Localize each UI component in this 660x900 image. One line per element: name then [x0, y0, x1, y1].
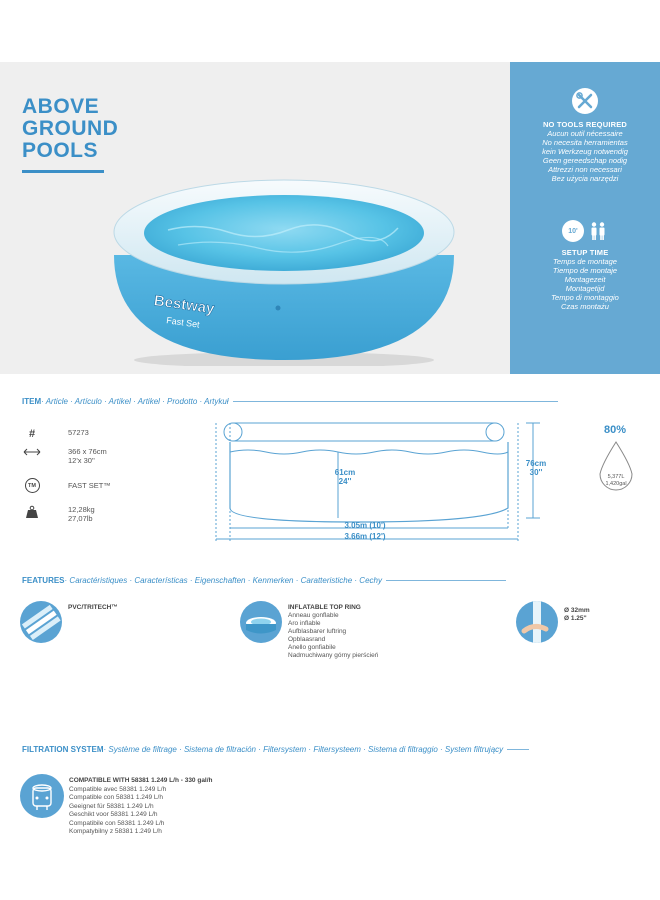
setup-icons [510, 220, 660, 242]
inner-diameter-label: 3.05m (10') [344, 521, 386, 530]
fill-percent: 80% [604, 424, 627, 436]
setup-time-line: Czas montażu [561, 302, 609, 311]
filtration-text [69, 777, 213, 837]
pool-illustration [108, 170, 460, 366]
pipe-imperial: Ø 1.25'' [564, 615, 587, 622]
pool-sublogo-text: Fast Set [165, 315, 201, 330]
ring-line: Anneau gonflable [288, 612, 339, 619]
filtration-line: Compatibile con 58381 1.249 L/h [69, 819, 165, 827]
capacity-gallons: 1,420gal [605, 481, 627, 487]
hero-title-line-2: GROUND [22, 117, 119, 140]
setup-time-line: Temps de montage [553, 257, 617, 266]
filtration-line: Kompatybilny z 58381 1.249 L/h [69, 828, 162, 835]
filtration-line: Compatible avec 58381 1.249 L/h [69, 785, 167, 793]
ring-line: Aufblasbarer luftring [288, 628, 347, 635]
filtration-header-lead: FILTRATION SYSTEM [22, 745, 104, 754]
pipe-metric: Ø 32mm [564, 607, 590, 614]
inflatable-ring-icon [240, 601, 282, 643]
setup-time-block [510, 220, 660, 311]
spec-size [22, 447, 107, 465]
filtration-section-header [22, 745, 529, 754]
features-section-header [22, 576, 506, 585]
size-imperial: 12'x 30'' [68, 456, 95, 465]
trademark-icon: TM [22, 478, 42, 493]
spec-item-number [22, 428, 89, 440]
ring-line: Opblaasrand [288, 636, 326, 643]
filtration-header-divider [507, 749, 529, 750]
ring-line: Nadmuchiwany górny pierścień [288, 652, 379, 659]
item-header-rest: · Article · Artículo · Artikel · Artikel · Prodotto · Artykuł [41, 397, 229, 406]
no-tools-line: Bez użycia narzędzi [551, 174, 619, 183]
pvc-title: PVC/TRITECH™ [68, 604, 118, 611]
wrench-screwdriver-crossed-icon [572, 88, 598, 114]
title-underline [22, 170, 104, 173]
no-tools-title: NO TOOLS REQUIRED [542, 120, 628, 129]
hash-icon: # [28, 428, 36, 440]
item-header-lead: ITEM [22, 397, 42, 406]
ring-line: Aro inflable [288, 620, 321, 627]
setup-time-line: Montagezeit [564, 275, 606, 284]
hero-info-panel [510, 62, 660, 374]
item-header-divider [233, 401, 558, 402]
filtration-header-rest: · Système de filtrage · Sistema de filtración · Filtersystem · Filtersysteem · Sistema di filtraggio · System filtrujący [103, 745, 504, 754]
no-tools-block [510, 88, 660, 183]
hero-banner [0, 62, 660, 374]
features-header-rest: · Caractéristiques · Características · Eigenschaften · Kenmerken · Caratteristiche · Cechy [64, 576, 382, 585]
weight-kg: 12,28kg [68, 505, 95, 514]
item-number: 57273 [68, 428, 89, 437]
filtration-line: Compatible con 58381 1.249 L/h [69, 794, 163, 801]
double-arrow-icon [22, 447, 42, 460]
weight-lb: 27,07lb [68, 514, 93, 523]
no-tools-line: No necesita herramientas [542, 138, 628, 147]
pvc-layers-icon [20, 601, 62, 643]
weight-icon [22, 505, 42, 522]
no-tools-line: Aucun outil nécessaire [547, 129, 623, 138]
spec-weight [22, 505, 95, 523]
water-depth-label: 61cm 24'' [334, 468, 356, 486]
ring-title: INFLATABLE TOP RING [288, 604, 361, 611]
hero-title-line-3: POOLS [22, 139, 99, 162]
capacity-liters: 5,377L [607, 474, 625, 480]
height-label: 76cm 30'' [525, 459, 547, 477]
filtration-title: COMPATIBLE WITH 58381 1.249 L/h - 330 gal/h [69, 777, 213, 784]
pipe-feature-text [564, 607, 590, 623]
filtration-line: Geschikt voor 58381 1.249 L/h [69, 811, 158, 818]
setup-time-title: SETUP TIME [561, 248, 609, 257]
filter-pump-icon [20, 774, 64, 818]
setup-time-line: Tiempo de montaje [552, 266, 618, 275]
hero-image-area [0, 62, 510, 374]
ring-line: Anello gonfiabile [288, 644, 336, 651]
item-section-header [22, 397, 558, 406]
hero-title-line-1: ABOVE [22, 95, 100, 118]
setup-time-line: Tempo di montaggio [551, 293, 619, 302]
pool-logo-text: Bestway [152, 292, 216, 318]
features-header-lead: FEATURES [22, 576, 65, 585]
two-people-icon [588, 221, 608, 241]
outer-diameter-label: 3.66m (12') [344, 532, 386, 541]
ring-feature-text [288, 604, 378, 660]
pipe-diameter-icon [516, 601, 558, 643]
size-metric: 366 x 76cm [68, 447, 107, 456]
no-tools-line: Attrezzi non necessari [548, 165, 622, 174]
spec-brand [22, 478, 111, 493]
features-header-divider [386, 580, 506, 581]
setup-time-line: Montagetijd [565, 284, 605, 293]
brand-name: FAST SET™ [68, 481, 111, 490]
hero-title [22, 96, 118, 162]
pvc-feature-text [68, 604, 118, 612]
no-tools-line: Geen gereedschap nodig [542, 156, 628, 165]
filtration-line: Geeignet für 58381 1.249 L/h [69, 802, 154, 810]
stopwatch-icon: 10' [562, 220, 584, 242]
no-tools-line: kein Werkzeug notwendig [542, 147, 628, 156]
